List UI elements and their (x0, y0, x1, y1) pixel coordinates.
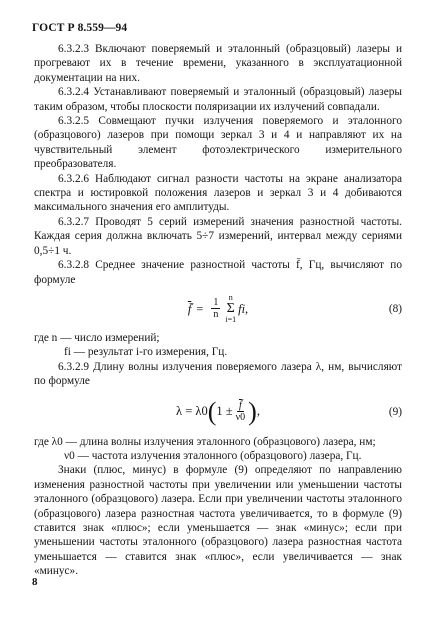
formula-9-frac-num: f̄ (239, 400, 242, 412)
document-header: ГОСТ Р 8.559—94 (32, 22, 128, 34)
formula-8-frac-den: n (213, 309, 219, 321)
formula-8-frac-num: 1 (213, 297, 219, 309)
formula-9-right-paren: ) (248, 396, 257, 426)
formula-9-frac-den: ν0 (235, 412, 246, 424)
paragraph-6-3-2-9: 6.3.2.9 Длину волны излучения поверяемого лазера λ, нм, вычисляют по формуле (34, 360, 402, 388)
formula-9-fraction (236, 400, 246, 423)
formula-8-term: fi (238, 301, 246, 316)
formula-8-where-fi: fi — результат i-го измерения, Гц. (64, 346, 228, 359)
sigma-symbol: Σ (226, 300, 235, 316)
formula-9 (34, 389, 402, 435)
formula-8-tail: , (245, 301, 249, 316)
page-number: 8 (32, 576, 38, 588)
paragraph-6-3-2-5: 6.3.2.5 Совмещают пучки излучения поверяемого и эталонного (образцового) лазеров при помощи зеркал 3 и 4 и направляют их на чувствительный элемент фотоэлектрического измерительного преобразователя. (34, 115, 402, 171)
paragraph-6-3-2-8: 6.3.2.8 Среднее значение разностной частоты f̄, Гц, вычисляют по формуле (34, 259, 402, 286)
formula-8-fraction (211, 297, 220, 320)
formula-9-where-nu0: ν0 — частота излучения эталонного (образцового) лазера, Гц. (64, 449, 362, 462)
formula-9-expression (176, 396, 260, 426)
formula-8 (34, 287, 402, 331)
formula-9-number: (9) (388, 405, 402, 418)
paragraph-6-3-2-3: 6.3.2.3 Включают поверяемый и эталонный (образцовый) лазеры и прогревают их в течение времени, указанного в эксплуатационной документации на них. (34, 43, 402, 84)
formula-8-expression (188, 294, 248, 324)
formula-8-sum-top: n (228, 292, 233, 302)
formula-9-left-paren: ( (207, 396, 217, 426)
formula-8-lhs: f̄ (187, 301, 192, 316)
paragraph-6-3-2-6: 6.3.2.6 Наблюдают сигнал разности частоты на экране анализатора спектра и юстировкой положения лазеров и зеркал 3 и 4 добиваются максимального значения его амплитуды. (34, 172, 402, 214)
paragraph-6-3-2-4: 6.3.2.4 Устанавливают поверяемый и эталонный (образцовый) лазеры таким образом, чтобы плоскости поляризации их излучений совпадали. (34, 86, 402, 113)
formula-8-sum-bottom: i=1 (225, 314, 237, 324)
formula-8-equals: = (196, 301, 204, 316)
formula-9-one-pm: 1 ± (216, 404, 233, 419)
formula-8-where-n: где n — число измерений; (34, 331, 160, 344)
document-body (34, 42, 402, 579)
formula-8-sum (225, 294, 236, 324)
formula-9-tail: , (256, 404, 260, 419)
formula-9-lhs: λ = λ0 (176, 404, 208, 419)
paragraph-sign-rules: Знаки (плюс, минус) в формуле (9) определяют по направлению изменения разностной частоты при увеличении или уменьшении частоты эталонного (образцового) лазера. Если при увеличении частоты эталонного (образцового) лазера разностная частота увеличивается, то в формуле (9) ставится знак «плюс»; если уменьшается — знак «минус»; если при уменьшении частоты эталонного (образцового) лазера разностная частота уменьшается — ставится знак «плюс», если увеличивается — знак «минус». (34, 464, 402, 578)
paragraph-6-3-2-7: 6.3.2.7 Проводят 5 серий измерений значения разностной частоты. Каждая серия должна включать 5÷7 измерений, интервал между сериями 0,5÷1 ч. (34, 215, 402, 257)
formula-8-number: (8) (388, 302, 402, 315)
formula-9-where-lambda0: где λ0 — длина волны излучения эталонного (образцового) лазера, нм; (34, 435, 376, 448)
